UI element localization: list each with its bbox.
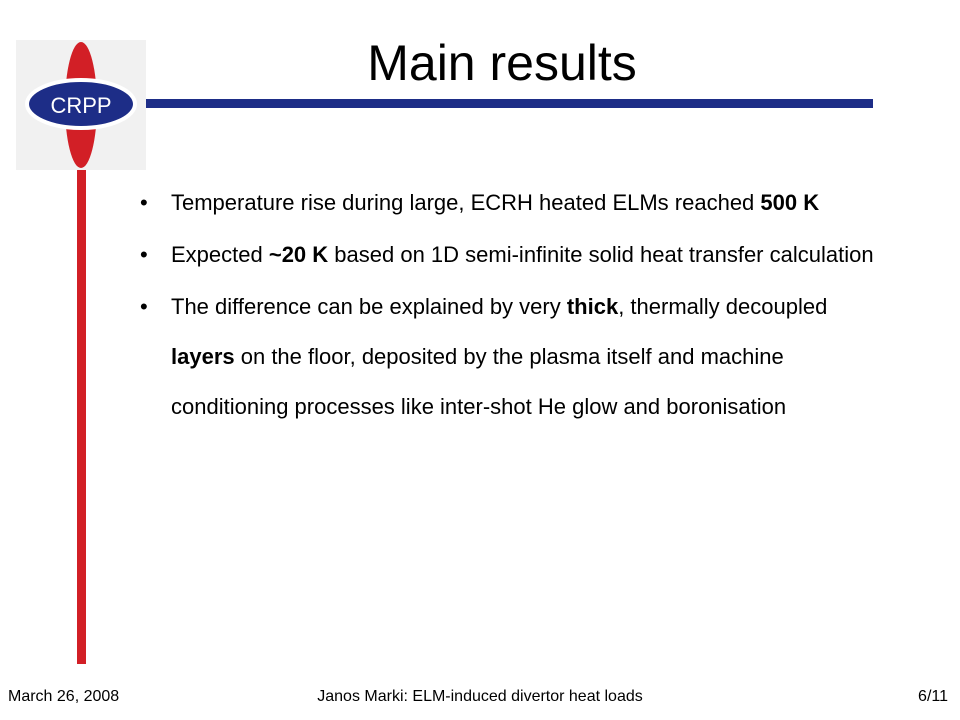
bullet-marker: • — [140, 294, 148, 319]
footer-date: March 26, 2008 — [8, 688, 120, 705]
footer-title: Janos Marki: ELM-induced divertor heat loads — [317, 688, 643, 705]
bullet-item — [136, 230, 896, 280]
bullet-marker: • — [140, 190, 148, 215]
bullet-text: based on 1D semi-infinite solid heat transfer calculation — [328, 242, 874, 267]
footer-page-number: 6/11 — [918, 688, 948, 705]
bullet-item — [136, 178, 896, 228]
bullet-text: Temperature rise during large, ECRH heated ELMs reached — [171, 190, 761, 215]
slide-title: Main results — [367, 35, 637, 91]
bullet-text: , thermally decoupled — [618, 294, 828, 319]
bullet-emphasis-text: thick — [566, 294, 619, 319]
logo-text: CRPP — [50, 93, 112, 118]
bullet-text: The difference can be explained by very — [171, 294, 567, 319]
bullet-emphasis-text: 500 K — [760, 190, 820, 215]
bullet-list — [136, 178, 896, 434]
title-underline-rule — [130, 99, 873, 108]
bullet-emphasis-text: ~20 K — [268, 242, 329, 267]
bullet-emphasis-text: layers — [171, 344, 235, 369]
bullet-marker: • — [140, 242, 148, 267]
bullet-item — [136, 282, 896, 432]
bullet-text: Expected — [171, 242, 269, 267]
bullet-text: on the floor, deposited by the plasma itself and machine conditioning processes like inter-shot He glow and boronisation — [171, 344, 787, 419]
